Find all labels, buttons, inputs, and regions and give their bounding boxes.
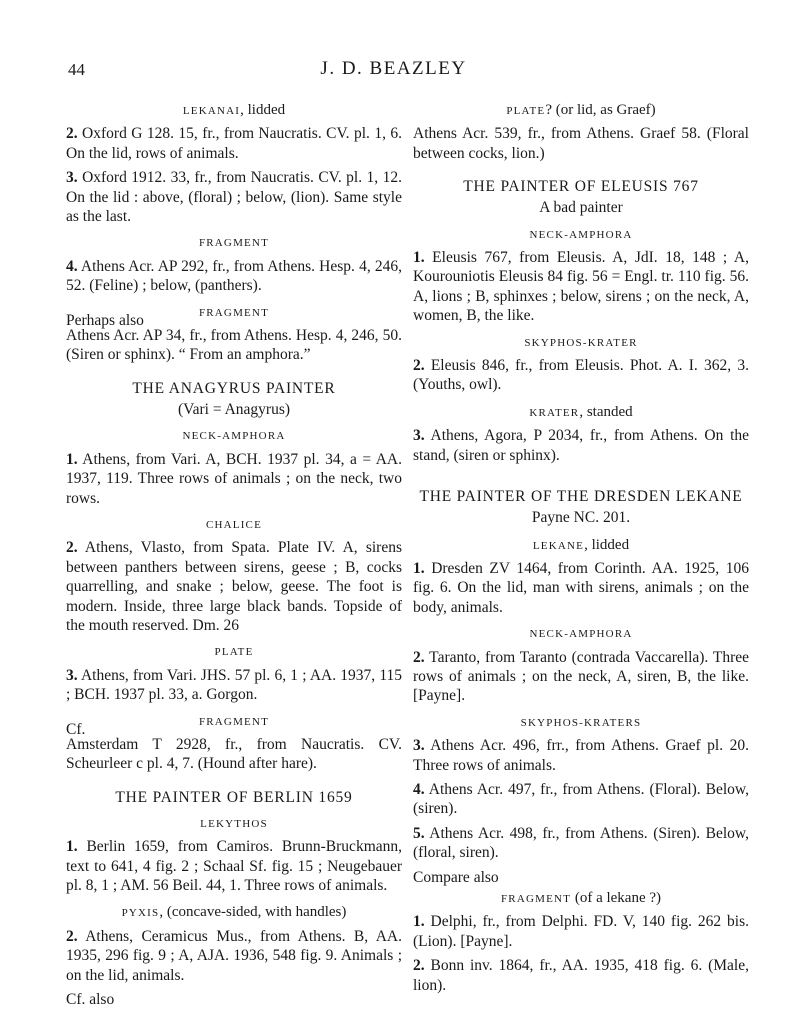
section-heading: FRAGMENT bbox=[198, 715, 270, 728]
painter-subtitle: A bad painter bbox=[539, 199, 623, 217]
section-heading: CHALICE bbox=[205, 518, 263, 531]
section-heading: KRATER, standed bbox=[529, 403, 633, 420]
catalogue-entry: 2. Athens, Ceramicus Mus., from Athens. B, AA. 1935, 296 fig. 9 ; A, AJA. 1936, 548 fig. 9. Animals ; on the lid, animals. bbox=[66, 927, 402, 984]
painter-title: THE PAINTER OF ELEUSIS 767 bbox=[463, 178, 699, 196]
catalogue-entry: 3. Athens Acr. 496, frr., from Athens. Graef pl. 20. Three rows of animals. bbox=[413, 737, 749, 774]
catalogue-entry: 1. Athens, from Vari. A, BCH. 1937 pl. 34, a = AA. 1937, 119. Three rows of animals ; on the neck, two rows. bbox=[66, 450, 402, 507]
right-column bbox=[413, 93, 749, 1000]
catalogue-entry: 1. Eleusis 767, from Eleusis. A, JdI. 18, 148 ; A, Kourouniotis Eleusis 84 fig. 56 = Engl. tr. 110 fig. 56. A, lions ; B, sphinxes ; below, sirens ; on the neck, A, women, B, the like. bbox=[413, 249, 749, 325]
section-heading: FRAGMENT (of a lekane ?) bbox=[500, 890, 662, 906]
section-heading: NECK-AMPHORA bbox=[182, 430, 286, 443]
catalogue-entry: 1. Berlin 1659, from Camiros. Brunn-Bruckmann, text to 641, 4 fig. 2 ; Schaal Sf. fig. 15 ; Neugebauer pl. 8, 1 ; AM. 56 Beil. 44, 1. Three rows of animals. bbox=[66, 838, 402, 894]
cf-line bbox=[66, 713, 402, 738]
section-heading: FRAGMENT bbox=[198, 237, 270, 250]
catalogue-entry: 2. Oxford G 128. 15, fr., from Naucratis. CV. pl. 1, 6. On the lid, rows of animals. bbox=[66, 125, 402, 162]
painter-subtitle: (Vari = Anagyrus) bbox=[177, 400, 291, 418]
running-title: J. D. BEAZLEY bbox=[320, 58, 467, 79]
section-heading: LEKANAI, lidded bbox=[182, 102, 286, 118]
painter-title: THE ANAGYRUS PAINTER bbox=[132, 379, 336, 397]
cf-also: Cf. also bbox=[66, 991, 115, 1009]
painter-subtitle: Payne NC. 201. bbox=[531, 509, 631, 527]
section-heading: NECK-AMPHORA bbox=[529, 228, 633, 241]
catalogue-entry: 5. Athens Acr. 498, fr., from Athens. (Siren). Below, (floral, siren). bbox=[413, 824, 749, 862]
catalogue-entry: Amsterdam T 2928, fr., from Naucratis. CV. Scheurleer c pl. 4, 7. (Hound after hare). bbox=[66, 735, 402, 773]
section-heading: LEKYTHOS bbox=[200, 817, 268, 830]
catalogue-entry: 1. Delphi, fr., from Delphi. FD. V, 140 fig. 262 bis. (Lion). [Payne]. bbox=[413, 913, 749, 950]
catalogue-entry: 3. Athens, Agora, P 2034, fr., from Athens. On the stand, (siren or sphinx). bbox=[413, 427, 749, 464]
running-header bbox=[0, 58, 787, 84]
perhaps-line bbox=[66, 304, 402, 329]
section-heading: SKYPHOS-KRATERS bbox=[520, 716, 642, 729]
section-heading: NECK-AMPHORA bbox=[529, 628, 633, 641]
catalogue-entry: 3. Athens, from Vari. JHS. 57 pl. 6, 1 ; AA. 1937, 115 ; BCH. 1937 pl. 33, a. Gorgon. bbox=[66, 666, 402, 704]
left-column bbox=[66, 93, 402, 1011]
catalogue-entry: 4. Athens Acr. 497, fr., from Athens. (Floral). Below, (siren). bbox=[413, 780, 749, 818]
section-heading: FRAGMENT bbox=[198, 306, 270, 319]
page-number: 44 bbox=[68, 60, 85, 79]
catalogue-entry: 2. Eleusis 846, fr., from Eleusis. Phot. A. I. 362, 3. (Youths, owl). bbox=[413, 357, 749, 394]
section-heading: LEKANE, lidded bbox=[532, 536, 630, 553]
compare-also: Compare also bbox=[413, 868, 499, 886]
painter-title: THE PAINTER OF BERLIN 1659 bbox=[115, 788, 353, 806]
catalogue-entry: Athens Acr. 539, fr., from Athens. Graef 58. (Floral between cocks, lion.) bbox=[413, 125, 749, 162]
catalogue-entry: Athens Acr. AP 34, fr., from Athens. Hesp. 4, 246, 50. (Siren or sphinx). “ From an amphora.” bbox=[66, 327, 402, 364]
section-heading: PLATE? (or lid, as Graef) bbox=[506, 102, 656, 118]
catalogue-entry: 1. Dresden ZV 1464, from Corinth. AA. 1925, 106 fig. 6. On the lid, man with sirens, animals ; on the body, animals. bbox=[413, 559, 749, 616]
painter-title: THE PAINTER OF THE DRESDEN LEKANE bbox=[419, 488, 743, 506]
section-heading: PLATE bbox=[214, 646, 254, 659]
catalogue-entry: 2. Taranto, from Taranto (contrada Vaccarella). Three rows of animals ; on the neck, A, siren, B, the like. [Payne]. bbox=[413, 648, 749, 705]
cf-label: Cf. bbox=[66, 720, 86, 738]
catalogue-entry: 2. Athens, Vlasto, from Spata. Plate IV. A, sirens between panthers between sirens, geese ; B, cocks quarrelling, and snake ; below, geese. The foot is modern. Inside, three large black bands. Topside of the mouth reserved. Dm. 26 bbox=[66, 539, 402, 634]
catalogue-entry: 3. Oxford 1912. 33, fr., from Naucratis. CV. pl. 1, 12. On the lid : above, (floral) ; below, (lion). Same style as the last. bbox=[66, 169, 402, 226]
perhaps-label: Perhaps also bbox=[66, 311, 144, 329]
section-heading: SKYPHOS-KRATER bbox=[524, 336, 638, 349]
section-heading: PYXIS, (concave-sided, with handles) bbox=[121, 904, 347, 921]
catalogue-entry: 2. Bonn inv. 1864, fr., AA. 1935, 418 fig. 6. (Male, lion). bbox=[413, 957, 749, 994]
catalogue-entry: 4. Athens Acr. AP 292, fr., from Athens. Hesp. 4, 246, 52. (Feline) ; below, (panthers). bbox=[66, 257, 402, 295]
